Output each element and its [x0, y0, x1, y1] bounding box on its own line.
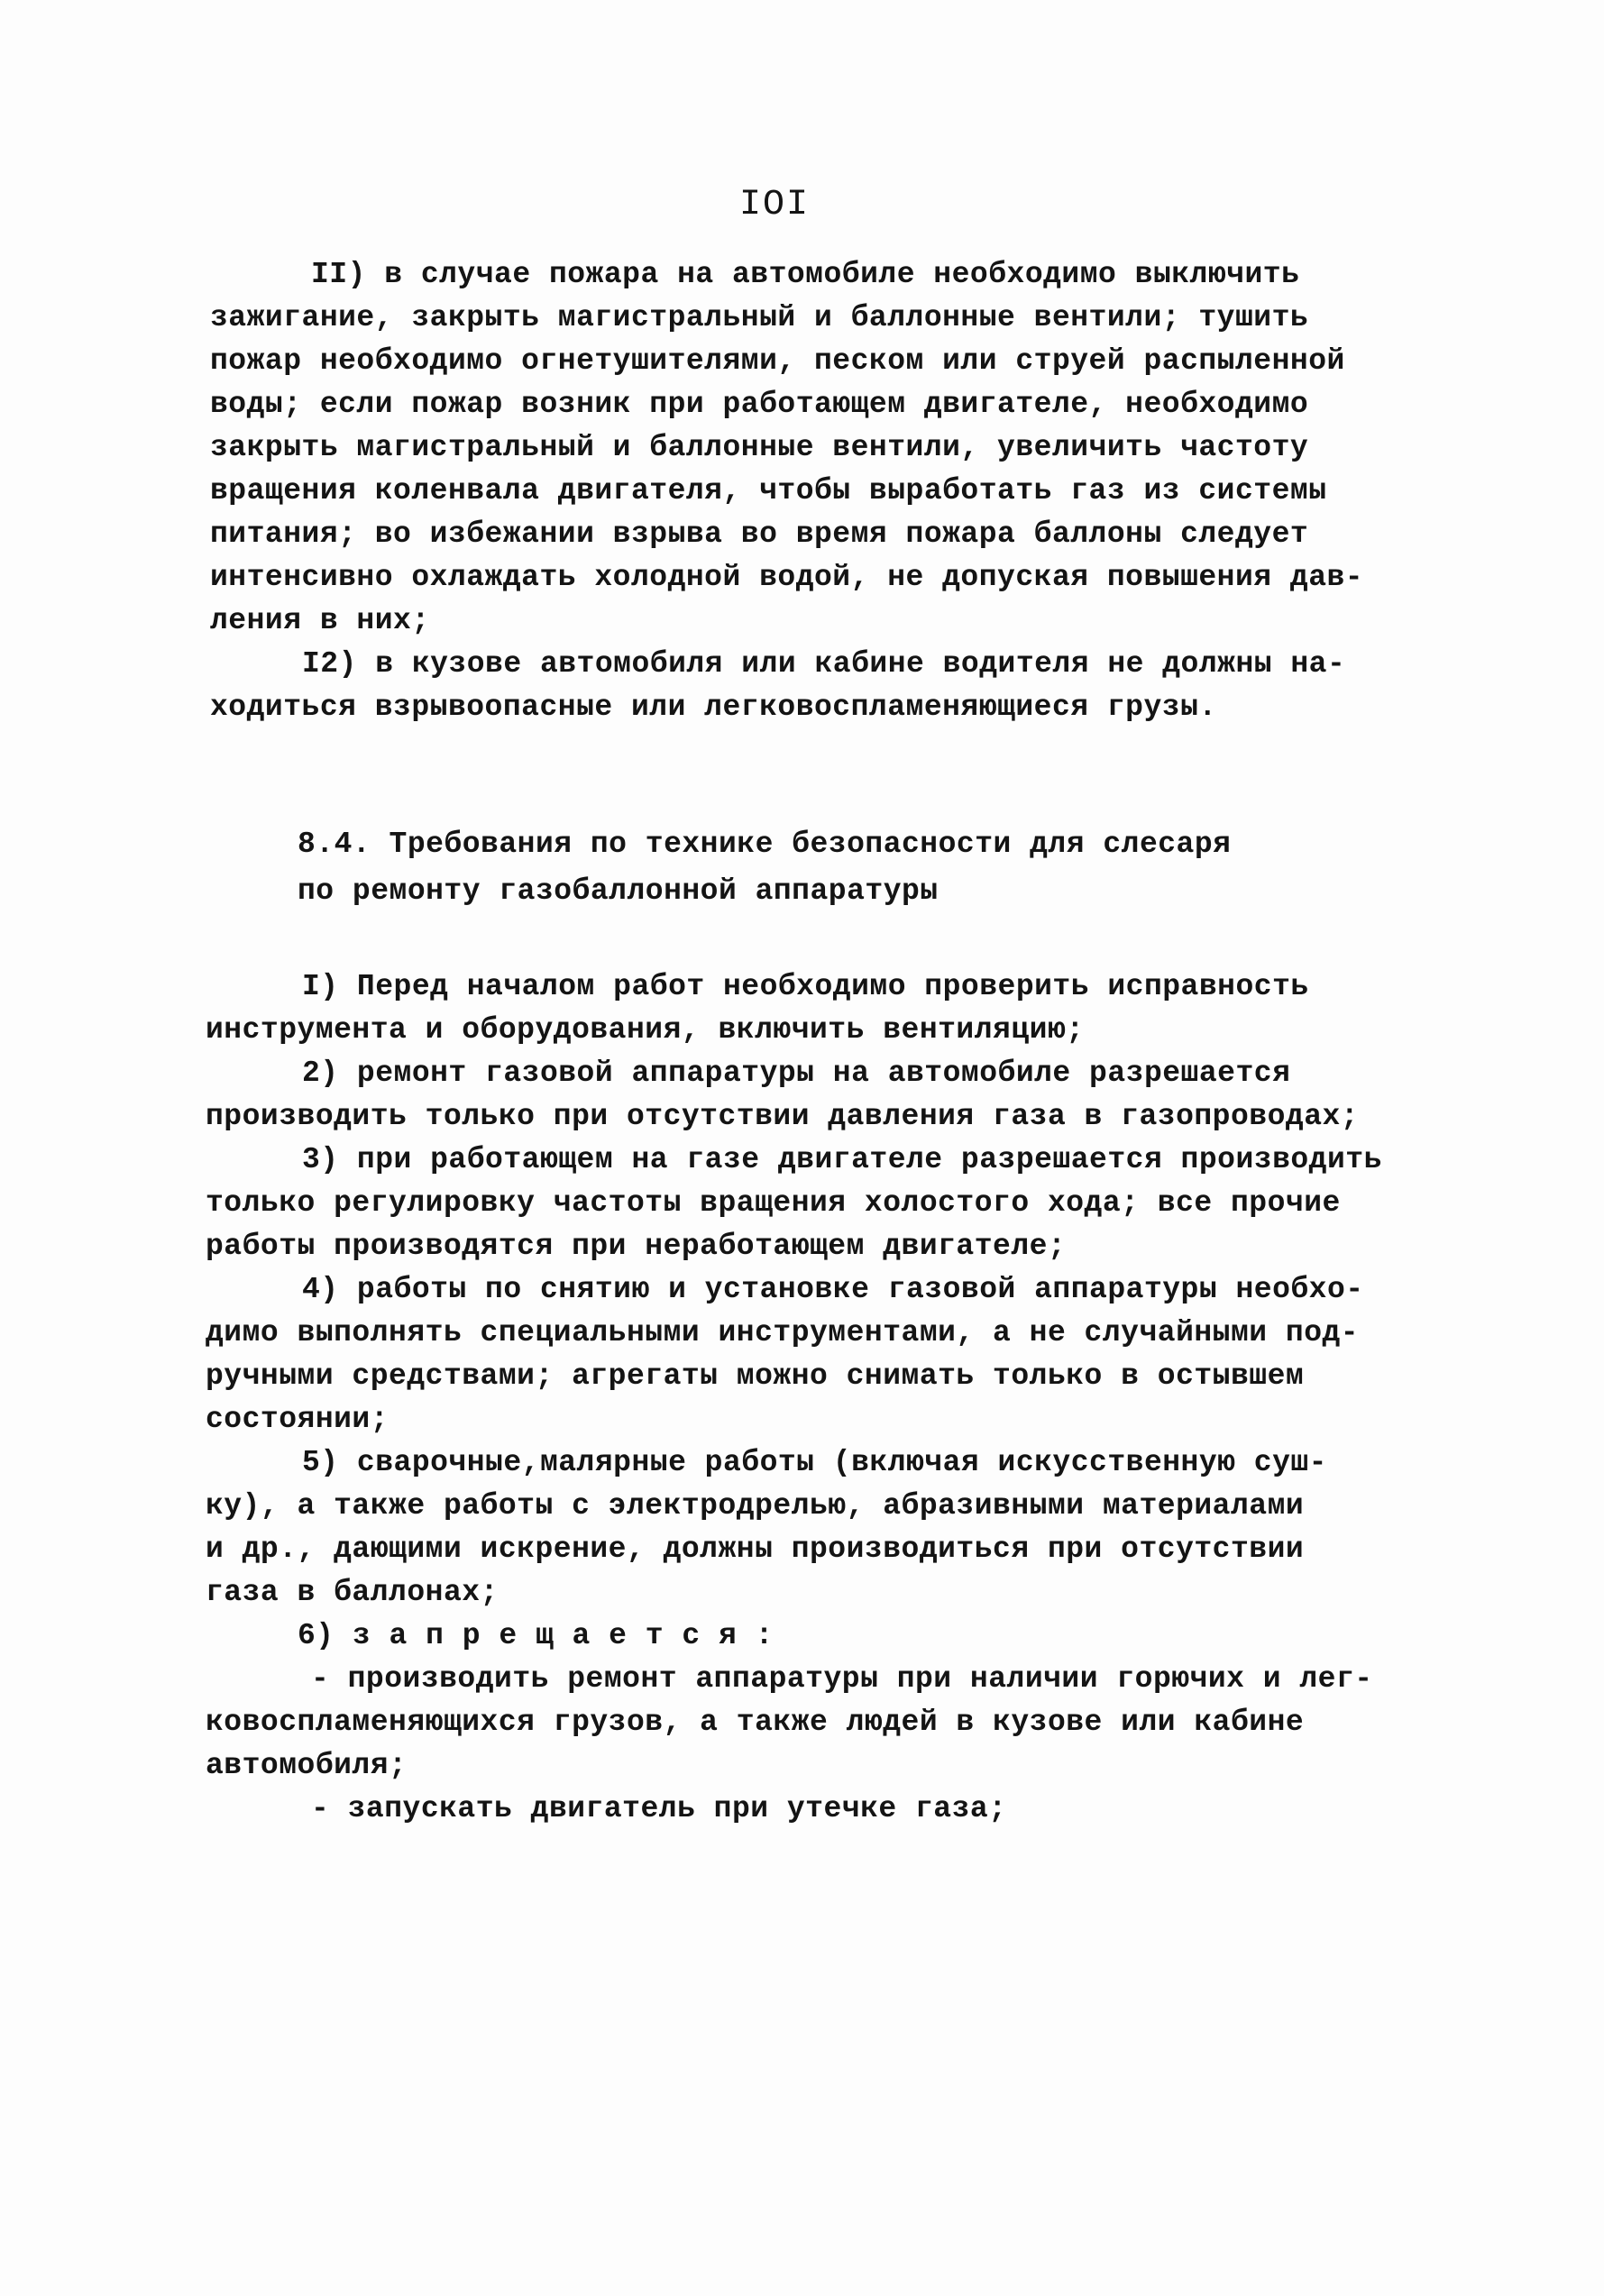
text-line: интенсивно охлаждать холодной водой, не допуская повышения дав- [210, 561, 1364, 594]
text-line: воды; если пожар возник при работающем двигателе, необходимо [210, 388, 1309, 421]
text-line: ходиться взрывоопасные или легковоспламеняющиеся грузы. [210, 691, 1217, 724]
text-line: только регулировку частоты вращения холостого хода; все прочие [206, 1186, 1341, 1220]
text-line: 2) ремонт газовой аппаратуры на автомобиле разрешается [302, 1057, 1291, 1090]
text-line: - производить ремонт аппаратуры при наличии горючих и лег- [311, 1662, 1373, 1696]
text-line: I2) в кузове автомобиля или кабине водителя не должны на- [302, 647, 1346, 681]
text-line: ковоспламеняющихся грузов, а также людей в кузове или кабине [206, 1706, 1305, 1739]
section-heading: 8.4. Требования по технике безопасности для слесаря [298, 828, 1232, 861]
text-line: закрыть магистральный и баллонные вентили, увеличить частоту [210, 431, 1309, 464]
text-line: автомобиля; [206, 1749, 408, 1782]
text-line: вращения коленвала двигателя, чтобы выработать газ из системы [210, 474, 1327, 508]
text-line: 3) при работающем на газе двигателе разрешается производить [302, 1143, 1382, 1176]
text-line: ручными средствами; агрегаты можно снимать только в остывшем [206, 1359, 1305, 1393]
text-line: инструмента и оборудования, включить вентиляцию; [206, 1013, 1085, 1047]
text-line: - запускать двигатель при утечке газа; [311, 1792, 1007, 1825]
page-number: IOI [739, 185, 811, 225]
text-line: димо выполнять специальными инструментами, а не случайными под- [206, 1316, 1360, 1349]
text-line: пожар необходимо огнетушителями, песком или струей распыленной [210, 344, 1345, 378]
text-line: состоянии; [206, 1403, 390, 1436]
text-line: II) в случае пожара на автомобиле необходимо выключить [311, 258, 1300, 291]
text-line: питания; во избежании взрыва во время пожара баллоны следует [210, 517, 1309, 551]
text-line: 5) сварочные,малярные работы (включая искусственную суш- [302, 1446, 1327, 1479]
section-heading-continued: по ремонту газобаллонной аппаратуры [298, 874, 939, 908]
text-line: работы производятся при неработающем двигателе; [206, 1230, 1067, 1263]
text-line: 6) з а п р е щ а е т с я : [298, 1619, 774, 1652]
text-line: I) Перед началом работ необходимо проверить исправность [302, 970, 1309, 1003]
text-line: производить только при отсутствии давления газа в газопроводах; [206, 1100, 1360, 1133]
text-line: газа в баллонах; [206, 1576, 499, 1609]
text-line: ку), а также работы с электродрелью, абразивными материалами [206, 1489, 1305, 1523]
text-line: ления в них; [210, 604, 430, 637]
text-line: зажигание, закрыть магистральный и баллонные вентили; тушить [210, 301, 1309, 334]
text-line: 4) работы по снятию и установке газовой аппаратуры необхо- [302, 1273, 1364, 1306]
text-line: и др., дающими искрение, должны производиться при отсутствии [206, 1532, 1305, 1566]
